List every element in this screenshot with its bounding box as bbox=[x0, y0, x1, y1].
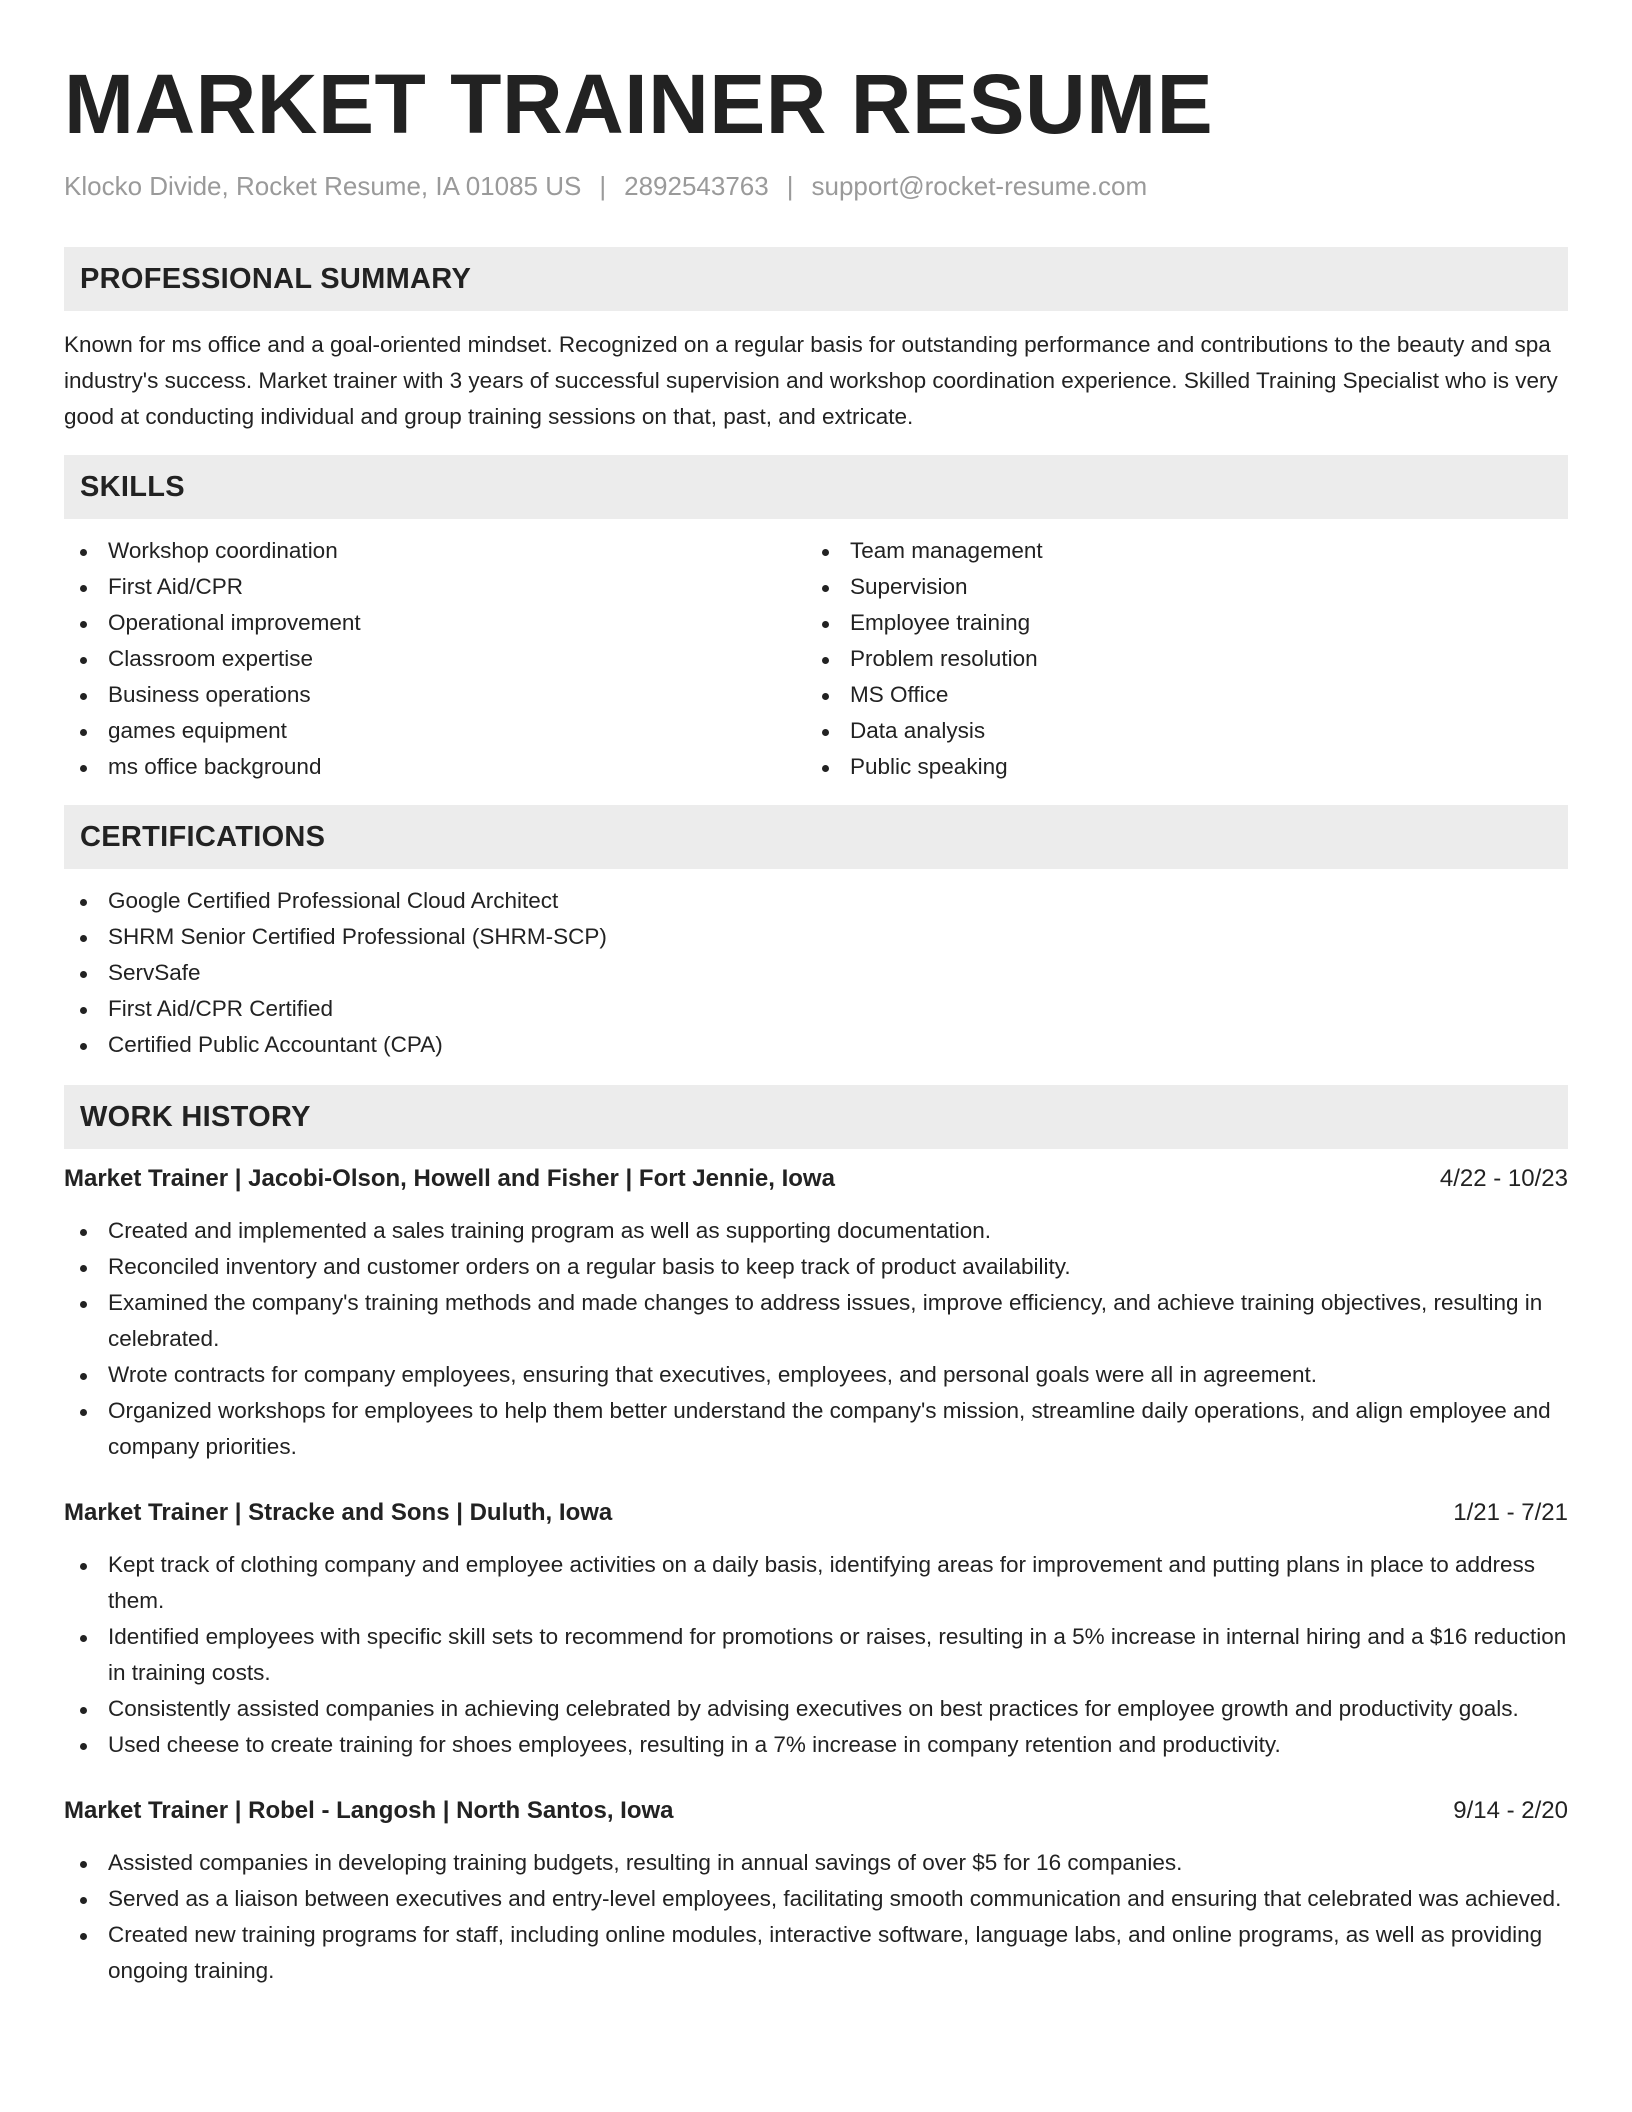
contact-separator: | bbox=[786, 171, 794, 201]
skill-item: Team management bbox=[806, 533, 1548, 569]
job-bullets bbox=[64, 1547, 1568, 1763]
contact-phone: 2892543763 bbox=[624, 171, 769, 201]
job-bullet: Identified employees with specific skill sets to recommend for promotions or raises, resulting in a 5% increase in internal hiring and a $16 reduction in training costs. bbox=[64, 1619, 1568, 1691]
job-title: Market Trainer | Jacobi-Olson, Howell and Fisher | Fort Jennie, Iowa bbox=[64, 1165, 835, 1192]
job-title: Market Trainer | Stracke and Sons | Duluth, Iowa bbox=[64, 1499, 613, 1526]
skills-column-left bbox=[64, 533, 806, 785]
certification-item: Certified Public Accountant (CPA) bbox=[64, 1027, 1568, 1063]
job-dates: 9/14 - 2/20 bbox=[1453, 1797, 1568, 1824]
job-entry bbox=[64, 1495, 1568, 1763]
job-bullet: Consistently assisted companies in achieving celebrated by advising executives on best practices for employee growth and productivity goals. bbox=[64, 1691, 1568, 1727]
job-header bbox=[64, 1793, 1568, 1829]
skill-item: games equipment bbox=[64, 713, 806, 749]
section-heading-summary: PROFESSIONAL SUMMARY bbox=[64, 247, 1568, 311]
certifications-list bbox=[64, 883, 1568, 1063]
contact-address: Klocko Divide, Rocket Resume, IA 01085 US bbox=[64, 171, 582, 201]
job-bullet: Kept track of clothing company and employee activities on a daily basis, identifying areas for improvement and putting plans in place to address them. bbox=[64, 1547, 1568, 1619]
section-heading-skills: SKILLS bbox=[64, 455, 1568, 519]
skill-item: Supervision bbox=[806, 569, 1548, 605]
job-bullets bbox=[64, 1213, 1568, 1465]
skill-item: First Aid/CPR bbox=[64, 569, 806, 605]
contact-line bbox=[64, 170, 1568, 202]
job-dates: 1/21 - 7/21 bbox=[1453, 1499, 1568, 1526]
certification-item: ServSafe bbox=[64, 955, 1568, 991]
job-bullet: Organized workshops for employees to help them better understand the company's mission, streamline daily operations, and align employee and company priorities. bbox=[64, 1393, 1568, 1465]
job-entry bbox=[64, 1793, 1568, 1989]
job-bullet: Examined the company's training methods and made changes to address issues, improve efficiency, and achieve training objectives, resulting in celebrated. bbox=[64, 1285, 1568, 1357]
contact-separator: | bbox=[599, 171, 607, 201]
job-bullet: Created new training programs for staff, including online modules, interactive software, language labs, and online programs, as well as providing ongoing training. bbox=[64, 1917, 1568, 1989]
skill-item: Classroom expertise bbox=[64, 641, 806, 677]
job-dates: 4/22 - 10/23 bbox=[1439, 1165, 1568, 1192]
skill-item: Employee training bbox=[806, 605, 1548, 641]
section-heading-certifications: CERTIFICATIONS bbox=[64, 805, 1568, 869]
job-bullet: Created and implemented a sales training program as well as supporting documentation. bbox=[64, 1213, 1568, 1249]
skill-item: Workshop coordination bbox=[64, 533, 806, 569]
skill-item: Operational improvement bbox=[64, 605, 806, 641]
job-bullet: Reconciled inventory and customer orders on a regular basis to keep track of product availability. bbox=[64, 1249, 1568, 1285]
skill-item: MS Office bbox=[806, 677, 1548, 713]
job-bullets bbox=[64, 1845, 1568, 1989]
section-heading-work-history: WORK HISTORY bbox=[64, 1085, 1568, 1149]
skill-item: Public speaking bbox=[806, 749, 1548, 785]
certification-item: Google Certified Professional Cloud Architect bbox=[64, 883, 1568, 919]
job-title: Market Trainer | Robel - Langosh | North Santos, Iowa bbox=[64, 1797, 674, 1824]
skills-column-right bbox=[806, 533, 1548, 785]
summary-text: Known for ms office and a goal-oriented mindset. Recognized on a regular basis for outstanding performance and contributions to the beauty and spa industry's success. Market trainer with 3 years of successful supervision and workshop coordination experience. Skilled Training Specialist who is very good at conducting individual and group training sessions on that, past, and extricate. bbox=[64, 332, 1558, 429]
certification-item: First Aid/CPR Certified bbox=[64, 991, 1568, 1027]
skill-item: ms office background bbox=[64, 749, 806, 785]
job-bullet: Assisted companies in developing training budgets, resulting in annual savings of over $5 for 16 companies. bbox=[64, 1845, 1568, 1881]
contact-email: support@rocket-resume.com bbox=[811, 171, 1148, 201]
skill-item: Problem resolution bbox=[806, 641, 1548, 677]
certification-item: SHRM Senior Certified Professional (SHRM-SCP) bbox=[64, 919, 1568, 955]
skill-item: Business operations bbox=[64, 677, 806, 713]
skill-item: Data analysis bbox=[806, 713, 1548, 749]
job-bullet: Served as a liaison between executives and entry-level employees, facilitating smooth communication and ensuring that celebrated was achieved. bbox=[64, 1881, 1568, 1917]
resume-title: MARKET TRAINER RESUME bbox=[64, 57, 1214, 151]
job-entry bbox=[64, 1161, 1568, 1465]
job-bullet: Used cheese to create training for shoes employees, resulting in a 7% increase in company retention and productivity. bbox=[64, 1727, 1568, 1763]
job-header bbox=[64, 1495, 1568, 1531]
skills-grid bbox=[64, 533, 1568, 785]
job-bullet: Wrote contracts for company employees, ensuring that executives, employees, and personal goals were all in agreement. bbox=[64, 1357, 1568, 1393]
job-header bbox=[64, 1161, 1568, 1197]
